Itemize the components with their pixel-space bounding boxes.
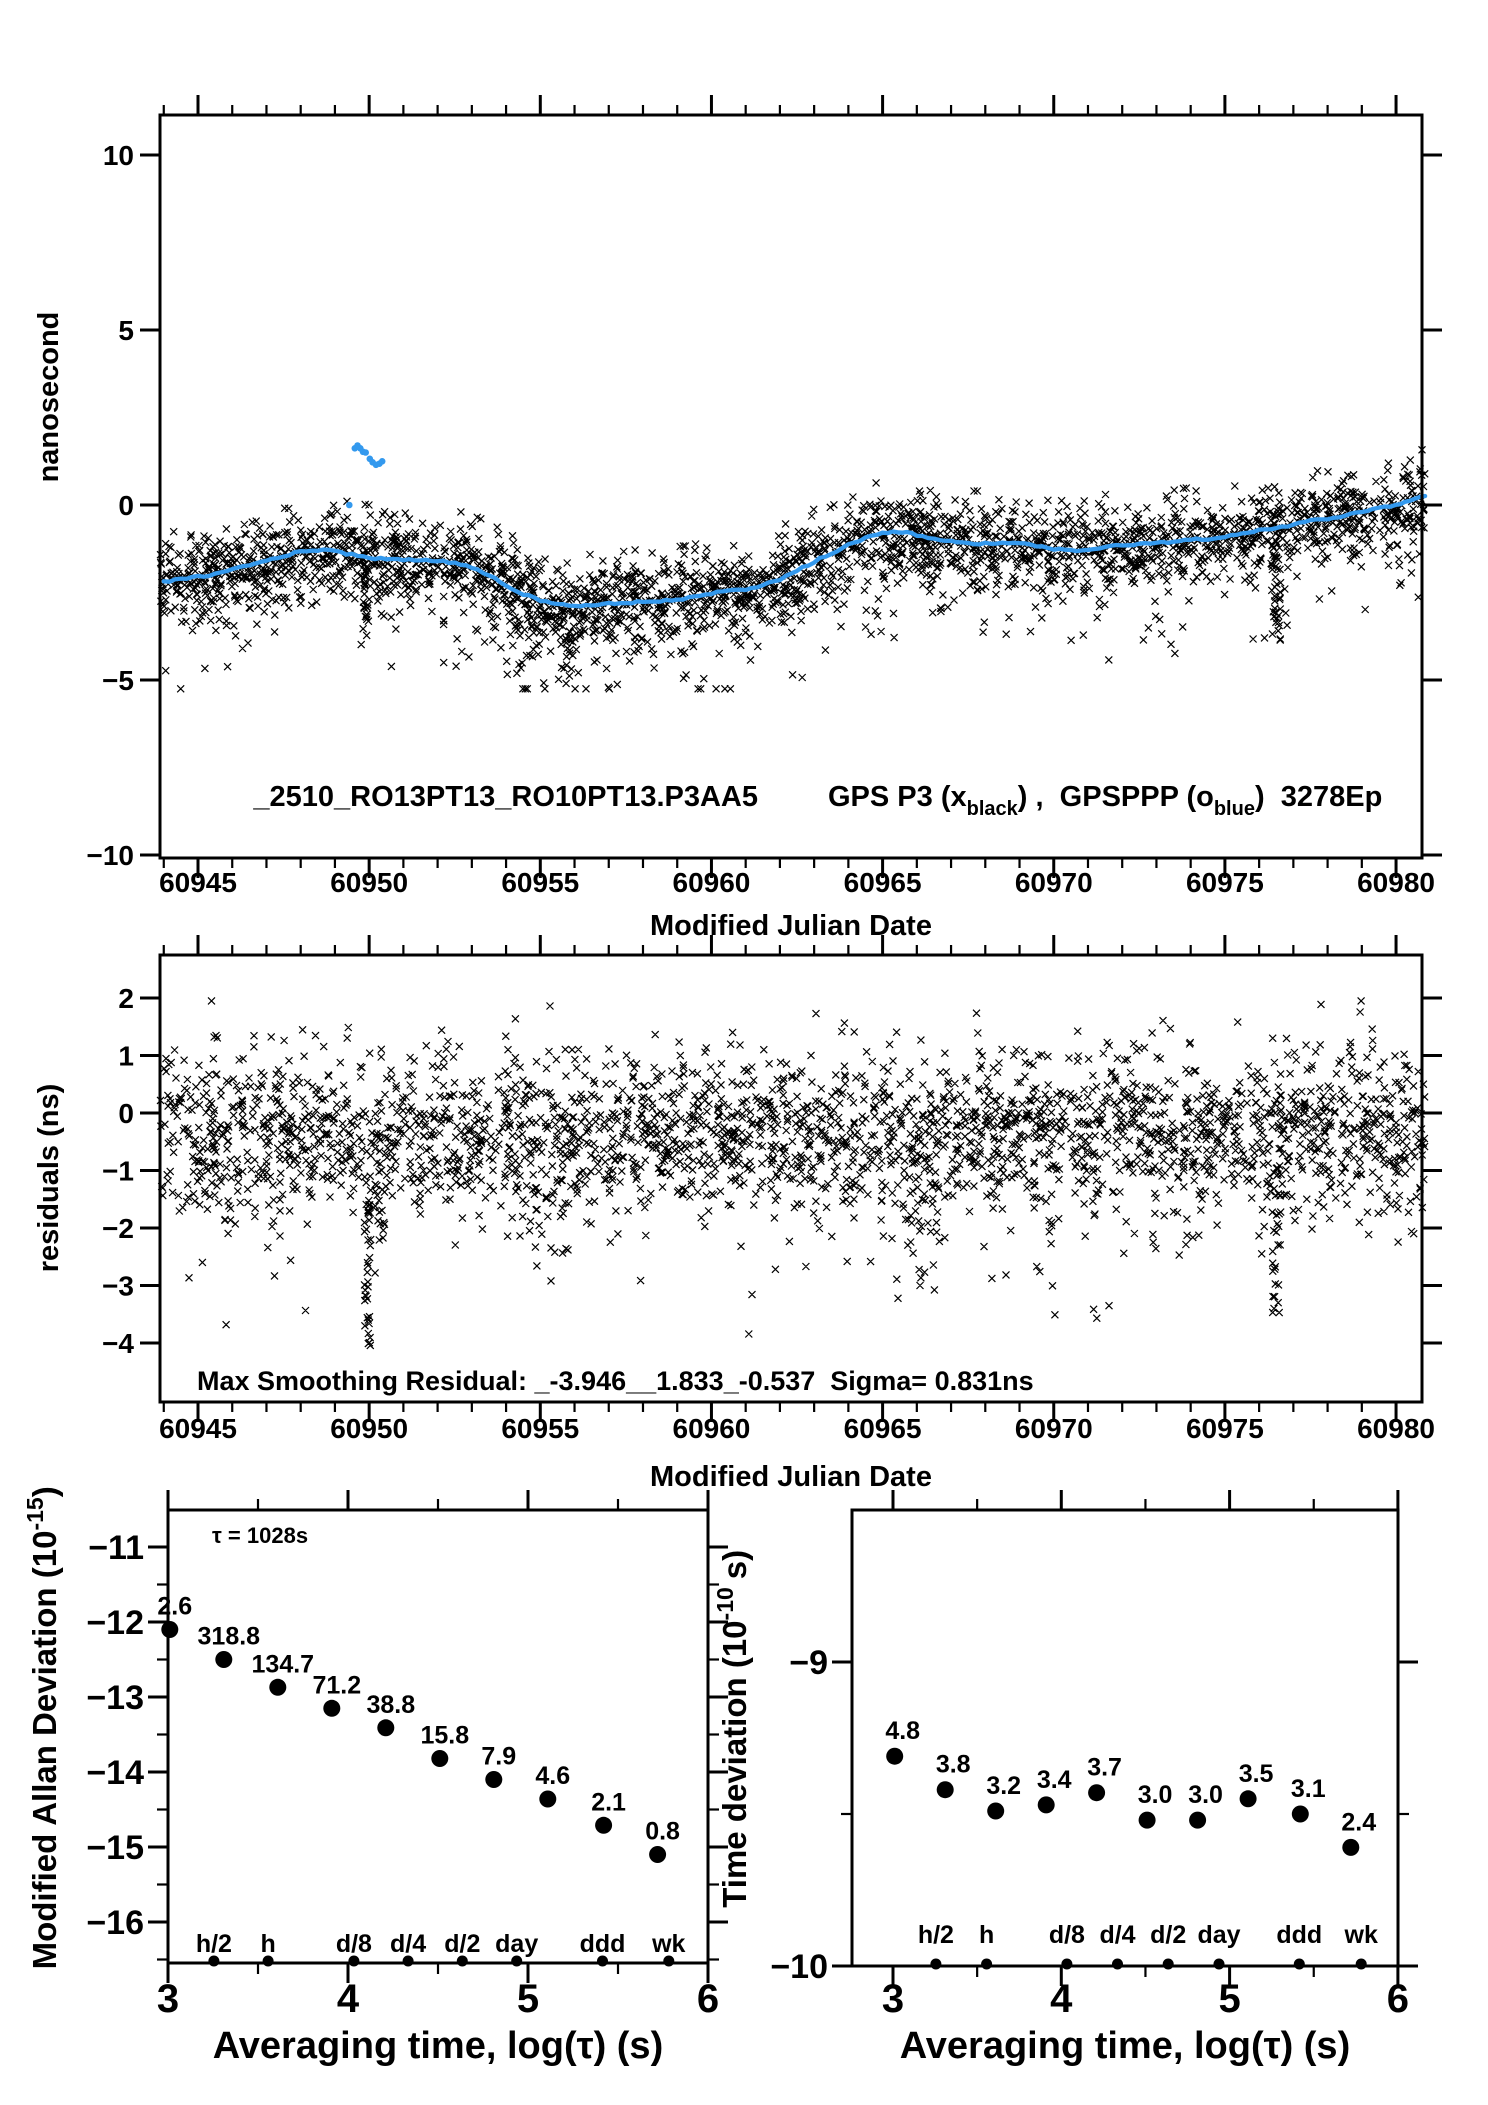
deviation-point-label: 7.9	[481, 1742, 517, 1771]
x-tick-label: 3	[156, 1977, 180, 2021]
deviation-point	[1189, 1812, 1206, 1829]
tdev-ylabel-post: s)	[716, 1549, 753, 1580]
y-tick-label: −5	[102, 665, 134, 696]
y-tick-label: 0	[118, 490, 134, 521]
blue-outlier-point	[346, 502, 353, 509]
x-tick-label: 60960	[672, 1413, 751, 1444]
time-marker-label: d/2	[444, 1930, 481, 1958]
x-tick-label: 6	[1386, 1977, 1410, 2021]
x-tick-label: 60960	[672, 867, 751, 898]
y-tick-label: −11	[88, 1529, 144, 1567]
deviation-point	[377, 1719, 394, 1736]
time-marker-label: ddd	[579, 1930, 626, 1958]
residuals-x-axis-label: Modified Julian Date	[650, 1461, 932, 1493]
tdev-data-points	[885, 1717, 1376, 1856]
blue-outlier-point	[379, 458, 386, 465]
x-tick-label: 3	[881, 1977, 905, 2021]
deviation-point-label: 3.2	[986, 1772, 1022, 1800]
y-tick-label: 2	[118, 983, 134, 1014]
mdev-ylabel-pre: Modified Allan Deviation (10	[26, 1530, 63, 1970]
top-x-axis-label: Modified Julian Date	[650, 910, 932, 942]
x-tick-label: 60975	[1185, 867, 1264, 898]
y-tick-label: −10	[86, 840, 134, 871]
y-tick-label: −3	[102, 1270, 134, 1302]
mdev-data-points	[157, 1593, 680, 1864]
deviation-point-label: 38.8	[366, 1690, 416, 1719]
title-series1-subscript: black	[966, 798, 1018, 820]
time-marker-label: d/8	[1048, 1921, 1085, 1949]
tdev-panel	[712, 1490, 1418, 2067]
time-marker-label: d/8	[335, 1930, 372, 1958]
time-marker-label: h	[978, 1921, 995, 1949]
deviation-point-label: 3.0	[1137, 1781, 1173, 1810]
deviation-point-label: 3.8	[935, 1750, 971, 1779]
deviation-point	[1139, 1812, 1156, 1829]
y-tick-label: −12	[86, 1604, 144, 1642]
deviation-point-label: 318.8	[197, 1622, 261, 1651]
x-tick-label: 5	[516, 1977, 540, 2021]
deviation-point	[1088, 1784, 1105, 1801]
deviation-point	[269, 1679, 286, 1696]
mdev-panel	[22, 1440, 728, 2067]
gps-p3-scatter-points	[157, 446, 1428, 692]
time-marker-label: d/4	[390, 1930, 427, 1958]
time-marker-label: day	[1197, 1921, 1241, 1949]
x-tick-label: 60980	[1357, 867, 1435, 898]
time-marker-dot	[930, 1959, 941, 1970]
y-tick-label: 10	[102, 140, 134, 171]
x-tick-label: 60945	[159, 1413, 237, 1444]
time-marker-label: d/2	[1150, 1921, 1187, 1949]
x-tick-label: 4	[336, 1977, 360, 2021]
y-tick-label: 0	[118, 1098, 134, 1129]
deviation-point	[1342, 1839, 1359, 1856]
deviation-point	[1292, 1806, 1309, 1823]
time-marker-label: d/4	[1099, 1921, 1136, 1949]
y-tick-label: −2	[102, 1213, 134, 1244]
deviation-point-label: 3.0	[1188, 1781, 1223, 1810]
y-tick-label: −16	[86, 1904, 144, 1942]
top-panel-ticks	[140, 95, 1442, 878]
y-tick-label: −1	[102, 1155, 134, 1187]
scatter-x-markers	[157, 446, 1428, 692]
mdev-ylabel-exponent: -15	[22, 1497, 48, 1531]
deviation-point-label: 4.8	[885, 1717, 921, 1746]
y-tick-label: 1	[118, 1040, 134, 1072]
x-tick-label: 60965	[843, 867, 922, 898]
deviation-point	[215, 1651, 232, 1668]
tdev-x-axis-label: Averaging time, log(τ) (s)	[899, 2025, 1351, 2067]
x-tick-label: 60975	[1185, 1413, 1264, 1444]
time-marker-label: h/2	[195, 1930, 232, 1958]
deviation-point	[161, 1621, 178, 1638]
y-tick-label: 5	[118, 315, 134, 346]
top-y-axis-label: nanosecond	[33, 311, 65, 483]
scatter-x-markers	[157, 997, 1428, 1349]
deviation-point-label: 2.4	[1341, 1808, 1377, 1837]
deviation-point-label: 2.6	[157, 1592, 193, 1621]
title-series1: GPS P3 (x	[828, 781, 967, 813]
mdev-y-axis-label	[22, 1440, 63, 2033]
deviation-point-label: 0.8	[645, 1817, 680, 1846]
y-tick-label: −14	[86, 1754, 144, 1792]
mdev-ylabel-post: )	[26, 1486, 63, 1498]
deviation-point	[649, 1846, 666, 1863]
x-tick-label: 60965	[843, 1413, 922, 1444]
time-marker-dot	[1214, 1959, 1225, 1970]
deviation-point-label: 71.2	[312, 1671, 362, 1700]
time-marker-label: wk	[1344, 1921, 1378, 1949]
x-tick-label: 5	[1218, 1977, 1241, 2021]
x-tick-label: 4	[1050, 1977, 1073, 2021]
time-marker-dot	[1061, 1959, 1072, 1970]
tdev-ylabel-pre: Time deviation (10	[716, 1620, 753, 1908]
residuals-y-axis-label: residuals (ns)	[33, 1083, 65, 1273]
tdev-panel-frame	[852, 1510, 1398, 1966]
x-tick-label: 60945	[159, 867, 237, 898]
title-file-id: _2510_RO13PT13_RO10PT13.P3AA5	[253, 781, 758, 813]
deviation-point	[539, 1791, 556, 1808]
deviation-point-label: 134.7	[251, 1650, 315, 1679]
deviation-point	[937, 1781, 954, 1798]
tdev-ylabel-exponent: -10	[712, 1587, 738, 1621]
deviation-point	[323, 1700, 340, 1717]
tdev-y-axis-label	[712, 1504, 753, 1972]
time-marker-dot	[1356, 1959, 1367, 1970]
deviation-point-label: 2.1	[591, 1788, 626, 1817]
gpsppp-outlier-points	[346, 442, 386, 508]
mdev-time-markers	[196, 1930, 686, 1967]
time-marker-label: wk	[652, 1930, 686, 1958]
plot-title	[197, 781, 1423, 820]
deviation-point-label: 3.1	[1290, 1775, 1326, 1803]
deviation-point-label: 15.8	[420, 1721, 470, 1750]
x-tick-label: 60950	[330, 867, 409, 898]
deviation-point	[1038, 1796, 1055, 1813]
y-tick-label: −15	[86, 1829, 144, 1867]
time-marker-label: h/2	[917, 1921, 954, 1949]
max-smoothing-residual-annotation: Max Smoothing Residual: _-3.946__1.833_-0.537 Sigma= 0.831ns	[197, 1366, 1034, 1396]
x-tick-label: 60970	[1014, 1413, 1093, 1444]
title-mid: ) , GPSPPP (o	[1017, 781, 1214, 813]
x-tick-label: 6	[696, 1977, 720, 2021]
deviation-point	[886, 1748, 903, 1765]
tdev-panel-tick-labels	[770, 1644, 1409, 2021]
title-epochs: ) 3278Ep	[1254, 781, 1383, 813]
mdev-x-axis-label: Averaging time, log(τ) (s)	[212, 2025, 664, 2067]
time-marker-dot	[1163, 1959, 1174, 1970]
residuals-panel	[33, 935, 1442, 1493]
y-tick-label: −10	[770, 1948, 828, 1986]
y-tick-label: −9	[789, 1644, 828, 1682]
deviation-point-label: 3.4	[1036, 1765, 1072, 1794]
tdev-time-markers	[918, 1921, 1378, 1970]
time-marker-dot	[981, 1959, 992, 1970]
deviation-point	[987, 1803, 1004, 1820]
deviation-point-label: 3.7	[1087, 1753, 1122, 1782]
time-marker-label: ddd	[1276, 1921, 1323, 1949]
x-tick-label: 60980	[1357, 1413, 1435, 1444]
residuals-scatter-points	[157, 997, 1428, 1349]
y-tick-label: −4	[102, 1328, 134, 1359]
time-marker-dot	[1294, 1959, 1305, 1970]
tau-annotation: τ = 1028s	[212, 1523, 309, 1548]
deviation-point	[595, 1817, 612, 1834]
x-tick-label: 60970	[1014, 867, 1093, 898]
time-marker-label: day	[495, 1930, 539, 1958]
x-tick-label: 60950	[330, 1413, 409, 1444]
time-marker-label: h	[260, 1930, 276, 1958]
y-tick-label: −13	[86, 1679, 144, 1717]
deviation-point	[485, 1771, 502, 1788]
x-tick-label: 60955	[501, 867, 580, 898]
blue-outlier-point	[362, 449, 369, 456]
deviation-point	[431, 1750, 448, 1767]
title-series2-subscript: blue	[1213, 798, 1255, 820]
x-tick-label: 60955	[501, 1413, 580, 1444]
deviation-point	[1240, 1790, 1257, 1807]
top-panel-frame	[160, 115, 1422, 858]
top-panel	[33, 95, 1442, 942]
deviation-point-label: 4.6	[535, 1762, 571, 1790]
deviation-point-label: 3.5	[1238, 1759, 1274, 1788]
time-marker-dot	[1112, 1959, 1123, 1970]
